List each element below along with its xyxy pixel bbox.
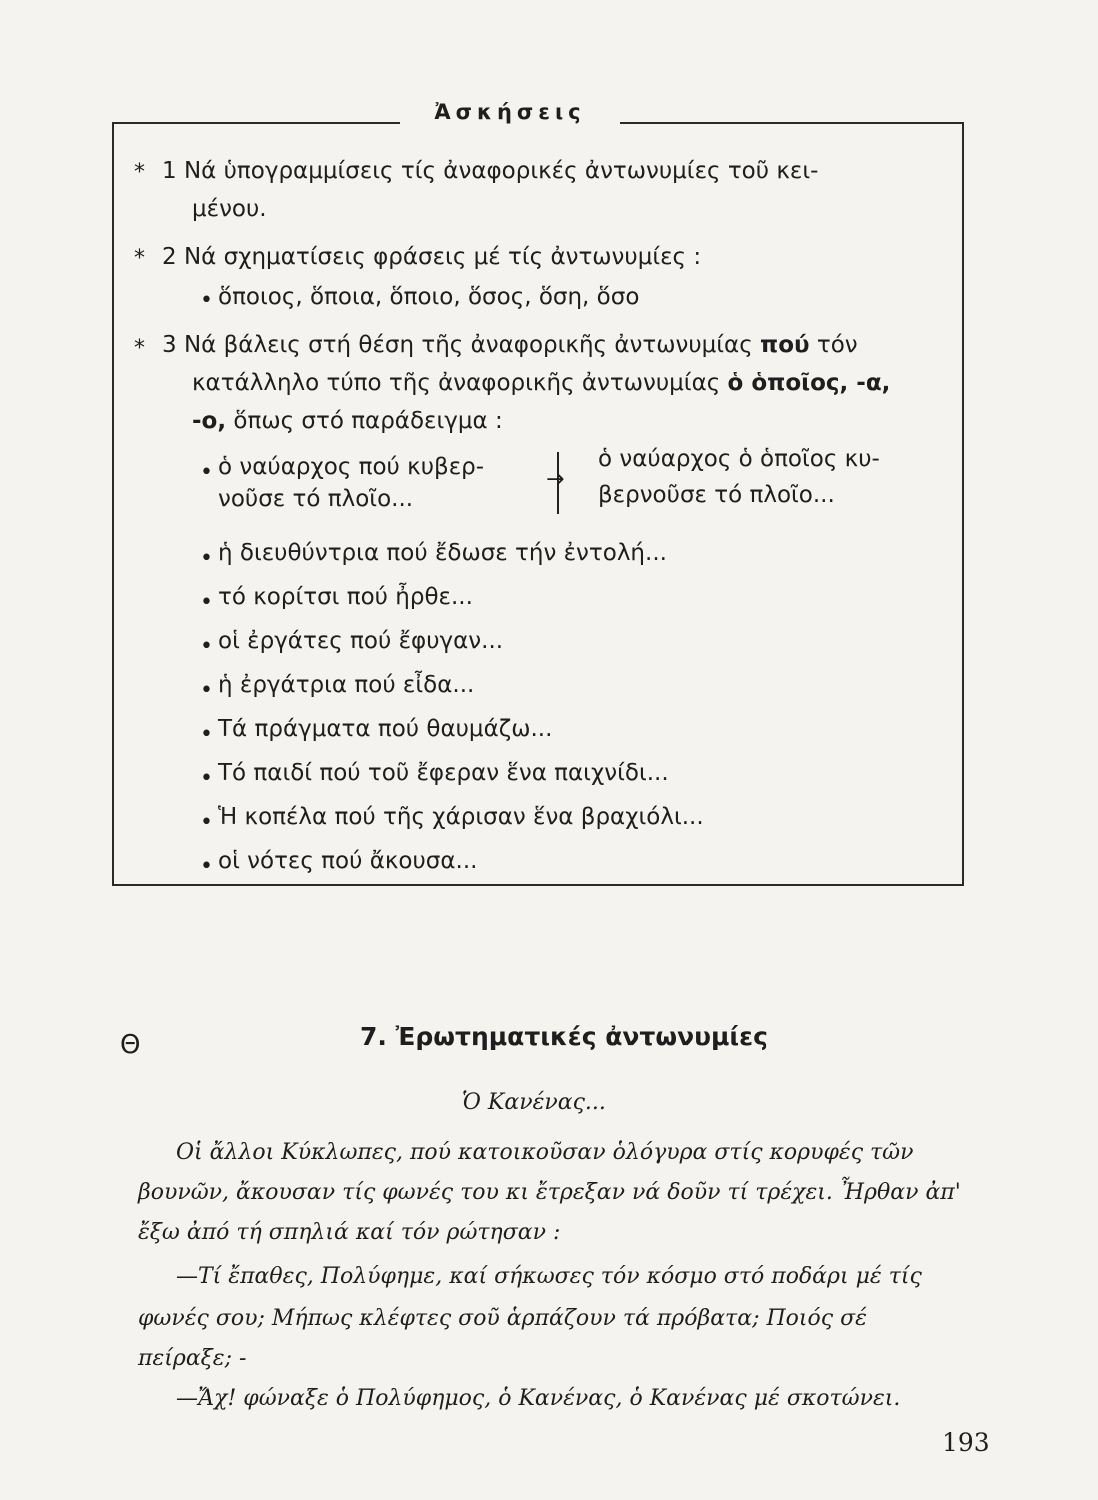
- bullet: •: [200, 810, 213, 835]
- story-title: Ὁ Κανένας...: [462, 1090, 606, 1115]
- exercise-3-bold-suffix: -ο,: [192, 408, 227, 434]
- bullet: •: [200, 854, 213, 879]
- star-marker-3: *: [134, 336, 145, 361]
- story-line-4: —Τί ἔπαθες, Πολύφημε, καί σήκωσες τόν κόσμο στό ποδάρι μέ τίς: [176, 1264, 922, 1289]
- bullet: •: [200, 546, 213, 571]
- exercise-3-bold-pronoun: ὁ ὁποῖος, -α,: [727, 370, 891, 396]
- exercise-3-bold-pou: πού: [760, 332, 810, 358]
- exercise-3-text-3: ὅπως στό παράδειγμα :: [226, 408, 503, 434]
- exercise-2-line-1: 2 Νά σχηματίσεις φράσεις μέ τίς ἀντωνυμίες :: [162, 244, 702, 270]
- bullet: •: [200, 590, 213, 615]
- phrase-2: τό κορίτσι πού ἦρθε...: [218, 584, 473, 610]
- exercise-3-line-1: [162, 332, 858, 358]
- phrase-6: Τό παιδί πού τοῦ ἔφεραν ἕνα παιχνίδι...: [218, 760, 669, 786]
- story-line-5: φωνές σου; Μήπως κλέφτες σοῦ ἁρπάζουν τά πρόβατα; Ποιός σέ: [138, 1306, 867, 1331]
- exercise-3-text-end: τόν: [809, 332, 858, 358]
- phrase-1: ἡ διευθύντρια πού ἔδωσε τήν ἐντολή...: [218, 540, 667, 566]
- example-right-line-1: ὁ ναύαρχος ὁ ὁποῖος κυ-: [598, 446, 880, 472]
- phrase-7: Ἡ κοπέλα πού τῆς χάρισαν ἕνα βραχιόλι...: [218, 804, 704, 830]
- page-number: 193: [942, 1428, 990, 1457]
- exercises-title: Ἀσκήσεις: [400, 100, 620, 124]
- example-left-line-2: νοῦσε τό πλοῖο...: [218, 486, 414, 512]
- exercise-3-text: 3 Νά βάλεις στή θέση τῆς ἀναφορικῆς ἀντωνυμίας: [162, 332, 761, 358]
- pronoun-list: ὅποιος, ὅποια, ὅποιο, ὅσος, ὅση, ὅσο: [218, 284, 640, 310]
- story-line-2: βουνῶν, ἄκουσαν τίς φωνές του κι ἔτρεξαν νά δοῦν τί τρέχει. Ἦρθαν ἀπ': [138, 1180, 961, 1205]
- bullet: •: [200, 766, 213, 791]
- story-line-1: Οἱ ἄλλοι Κύκλωπες, πού κατοικοῦσαν ὁλόγυρα στίς κορυφές τῶν: [176, 1140, 914, 1165]
- example-right-line-2: βερνοῦσε τό πλοῖο...: [598, 482, 835, 508]
- exercise-1-line-1: 1 Νά ὑπογραμμίσεις τίς ἀναφορικές ἀντωνυμίες τοῦ κει-: [162, 158, 819, 184]
- section-marker: Θ: [120, 1030, 141, 1060]
- exercise-1-line-2: μένου.: [192, 196, 267, 222]
- bullet: •: [200, 634, 213, 659]
- phrase-5: Τά πράγματα πού θαυμάζω...: [218, 716, 553, 742]
- bullet: •: [200, 288, 213, 313]
- story-line-3: ἔξω ἀπό τή σπηλιά καί τόν ρώτησαν :: [138, 1220, 561, 1245]
- star-marker-1: *: [134, 160, 145, 185]
- phrase-8: οἱ νότες πού ἄκουσα...: [218, 848, 478, 874]
- bullet: •: [200, 678, 213, 703]
- arrow-right-icon: →: [546, 467, 565, 492]
- exercise-3-line-3: [192, 408, 503, 434]
- exercise-3-text-2: κατάλληλο τύπο τῆς ἀναφορικῆς ἀντωνυμίας: [192, 370, 728, 396]
- phrase-3: οἱ ἐργάτες πού ἔφυγαν...: [218, 628, 504, 654]
- story-line-7: —Ἄχ! φώναξε ὁ Πολύφημος, ὁ Κανένας, ὁ Κανένας μέ σκοτώνει.: [176, 1386, 901, 1411]
- phrase-4: ἡ ἐργάτρια πού εἶδα...: [218, 672, 475, 698]
- story-line-6: πείραξε; -: [138, 1346, 247, 1371]
- section-title: 7. Ἐρωτηματικές ἀντωνυμίες: [360, 1022, 768, 1051]
- star-marker-2: *: [134, 246, 145, 271]
- exercise-3-line-2: [192, 370, 890, 396]
- bullet: •: [200, 460, 213, 485]
- example-left-line-1: ὁ ναύαρχος πού κυβερ-: [218, 454, 485, 480]
- bullet: •: [200, 722, 213, 747]
